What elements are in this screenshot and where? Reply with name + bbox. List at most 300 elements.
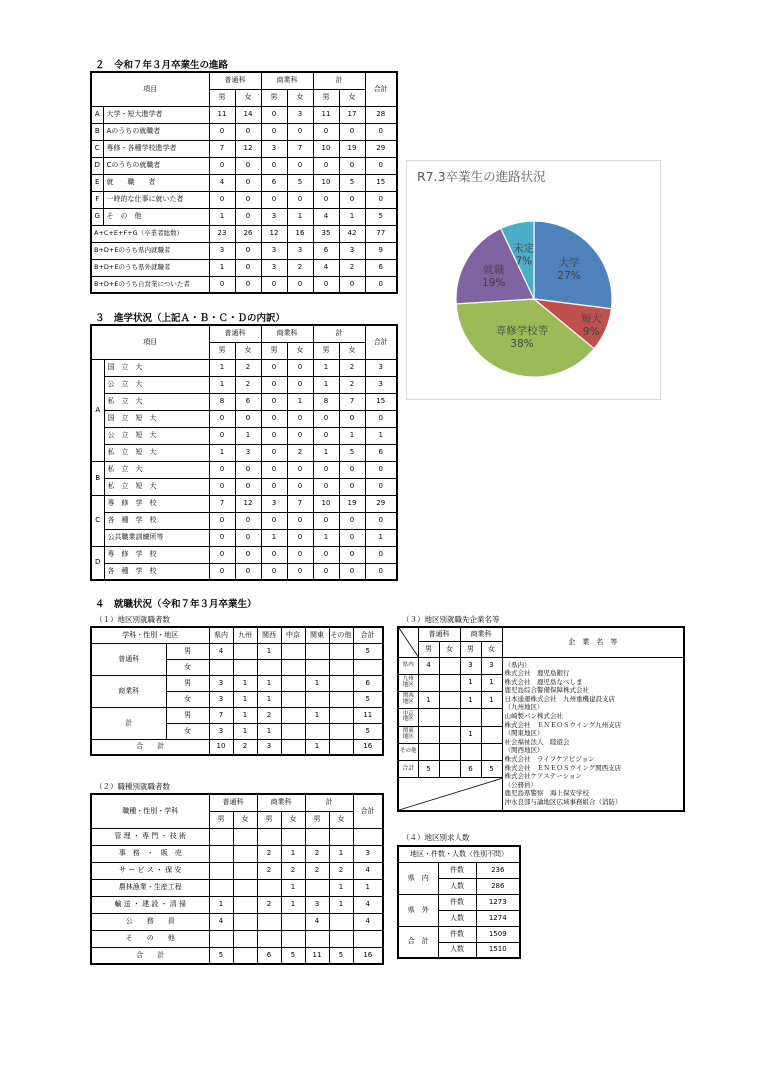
value-cell — [418, 674, 439, 691]
value-cell: 0 — [339, 478, 365, 495]
value-cell: 11 — [209, 106, 235, 123]
value-cell: 0 — [209, 563, 235, 580]
value-cell: 0 — [313, 478, 339, 495]
value-cell: 2 — [339, 259, 365, 276]
group-key: C — [91, 495, 104, 546]
value-cell: 0 — [209, 427, 235, 444]
value-cell: 10 — [313, 140, 339, 157]
value-cell: 0 — [209, 410, 235, 427]
value-cell: 4 — [305, 913, 329, 930]
sex-label: 女 — [166, 659, 209, 675]
row-label: 大学・短大進学者 — [103, 106, 209, 123]
table-row — [91, 643, 383, 659]
value-cell: 0 — [339, 191, 365, 208]
value-cell: 6 — [365, 259, 397, 276]
sex-label: 男 — [166, 643, 209, 659]
table-row — [91, 276, 397, 293]
value-cell: 0 — [261, 478, 287, 495]
value-cell: 0 — [261, 393, 287, 410]
value-cell: 6 — [460, 761, 481, 778]
value-cell: 0 — [287, 410, 313, 427]
row-label: 私 立 大 — [104, 461, 209, 478]
header-male: 男 — [261, 89, 287, 106]
row-label: 事 務 ・ 販 売 — [91, 845, 209, 862]
value-cell: 7 — [209, 707, 233, 723]
value-cell: 0 — [287, 157, 313, 174]
value-cell: 1 — [329, 896, 353, 913]
value-cell: 2 — [339, 376, 365, 393]
value-cell: 4 — [418, 657, 439, 674]
value-cell: 0 — [209, 157, 235, 174]
header-male: 男 — [261, 342, 287, 359]
row-label: 公 立 大 — [104, 376, 209, 393]
sex-label: 男 — [166, 707, 209, 723]
value-cell — [233, 828, 257, 845]
value-cell: 0 — [209, 461, 235, 478]
value-cell: 7 — [287, 140, 313, 157]
value-cell: 5 — [339, 444, 365, 461]
header-cell: 九州 — [233, 627, 257, 643]
value-cell: 10 — [209, 739, 233, 755]
value-cell: 1 — [313, 376, 339, 393]
table-row — [91, 157, 397, 174]
row-label: B+D+Eのうち自営業についた者 — [91, 276, 209, 293]
value-cell: 19 — [339, 495, 365, 512]
value-cell — [233, 930, 257, 947]
value-cell — [329, 643, 353, 659]
value-cell: 3 — [235, 444, 261, 461]
value-cell: 0 — [261, 157, 287, 174]
value-cell: 0 — [235, 563, 261, 580]
value-cell: 5 — [418, 761, 439, 778]
value-cell: 4 — [313, 259, 339, 276]
value-cell: 11 — [305, 947, 329, 964]
value-cell — [209, 879, 233, 896]
value-cell: 1 — [481, 674, 502, 691]
value-cell: 5 — [209, 947, 233, 964]
row-label: 国 立 大 — [104, 359, 209, 376]
slice-value-label: 9% — [582, 325, 600, 338]
value-cell — [329, 828, 353, 845]
group-label: 合 計 — [398, 926, 438, 958]
value-cell — [257, 828, 281, 845]
value-cell: 0 — [339, 461, 365, 478]
value-cell — [329, 675, 353, 691]
value-cell: 0 — [287, 461, 313, 478]
value-cell — [353, 828, 383, 845]
row-key: B — [91, 123, 103, 140]
table-row — [91, 529, 397, 546]
value-cell: 4 — [209, 913, 233, 930]
value-cell — [460, 743, 481, 760]
kind-label: 件数 — [438, 926, 476, 942]
header-cell: 合計 — [353, 627, 383, 643]
value-cell — [481, 743, 502, 760]
value-cell: 4 — [353, 862, 383, 879]
value-cell: 0 — [339, 529, 365, 546]
value-cell: 0 — [339, 123, 365, 140]
value-cell: 0 — [287, 376, 313, 393]
value-cell: 0 — [261, 191, 287, 208]
row-label: 国 立 短 大 — [104, 410, 209, 427]
value-cell: 0 — [209, 546, 235, 563]
group-label: 県 内 — [398, 862, 438, 894]
value-cell: 1 — [281, 845, 305, 862]
value-cell: 1 — [235, 427, 261, 444]
value-cell: 3 — [287, 106, 313, 123]
row-label: 輸 送 ・ 建 設 ・ 清 掃 — [91, 896, 209, 913]
header-male: 男 — [209, 811, 233, 828]
row-key: F — [91, 191, 103, 208]
value-cell: 0 — [209, 529, 235, 546]
value-cell — [233, 896, 257, 913]
row-label: サ ー ビ ス ・ 保 安 — [91, 862, 209, 879]
value-cell: 1 — [233, 723, 257, 739]
header-female: 女 — [235, 89, 261, 106]
job-openings-table — [397, 845, 521, 959]
value-cell: 9 — [365, 242, 397, 259]
value-cell: 5 — [339, 174, 365, 191]
table-row — [91, 862, 383, 879]
value-cell: 286 — [476, 878, 520, 894]
chart-title: R7.3卒業生の進路状況 — [417, 169, 546, 184]
value-cell: 1 — [460, 674, 481, 691]
table-row — [91, 427, 397, 444]
value-cell: 1 — [281, 896, 305, 913]
value-cell: 0 — [365, 512, 397, 529]
value-cell: 1 — [339, 208, 365, 225]
area-label: 関東 地区 — [398, 726, 418, 743]
value-cell: 1 — [209, 359, 235, 376]
value-cell — [233, 845, 257, 862]
value-cell: 5 — [353, 723, 383, 739]
header-male: 男 — [305, 811, 329, 828]
value-cell: 0 — [235, 461, 261, 478]
kind-label: 人数 — [438, 910, 476, 926]
value-cell: 1273 — [476, 894, 520, 910]
value-cell: 0 — [313, 191, 339, 208]
table-row — [91, 478, 397, 495]
value-cell — [329, 930, 353, 947]
value-cell: 1 — [233, 675, 257, 691]
value-cell: 1 — [209, 896, 233, 913]
value-cell — [257, 913, 281, 930]
slice-value-label: 38% — [510, 338, 534, 351]
value-cell: 0 — [261, 123, 287, 140]
value-cell: 1274 — [476, 910, 520, 926]
table-row — [398, 862, 520, 878]
value-cell: 0 — [287, 529, 313, 546]
table-row — [91, 393, 397, 410]
value-cell: 3 — [365, 376, 397, 393]
value-cell: 3 — [261, 140, 287, 157]
table-row — [91, 512, 397, 529]
header-male: 男 — [209, 342, 235, 359]
value-cell — [481, 709, 502, 726]
header-female: 女 — [281, 811, 305, 828]
header-total: 合計 — [365, 72, 397, 106]
value-cell: 35 — [313, 225, 339, 242]
value-cell: 0 — [261, 276, 287, 293]
row-key: D — [91, 157, 103, 174]
value-cell — [209, 930, 233, 947]
kind-label: 人数 — [438, 942, 476, 958]
header-kei: 計 — [305, 794, 353, 811]
value-cell: 6 — [235, 393, 261, 410]
value-cell: 3 — [261, 242, 287, 259]
value-cell: 0 — [235, 276, 261, 293]
value-cell — [281, 659, 305, 675]
area-label: 関西 地区 — [398, 692, 418, 709]
kind-label: 件数 — [438, 894, 476, 910]
value-cell — [329, 707, 353, 723]
value-cell: 1 — [257, 723, 281, 739]
value-cell: 1 — [339, 427, 365, 444]
slice-category-label: 大学 — [558, 257, 580, 270]
value-cell: 7 — [287, 495, 313, 512]
value-cell: 6 — [261, 174, 287, 191]
header-total: 合計 — [353, 794, 383, 828]
header-female: 女 — [481, 641, 502, 657]
slice-value-label: 27% — [557, 270, 581, 283]
value-cell: 2 — [305, 845, 329, 862]
area-label: その他 — [398, 743, 418, 760]
value-cell: 7 — [339, 393, 365, 410]
value-cell: 0 — [209, 512, 235, 529]
value-cell: 2 — [287, 259, 313, 276]
slice-value-label: 19% — [482, 277, 506, 290]
group-label: 県 外 — [398, 894, 438, 926]
value-cell — [353, 930, 383, 947]
value-cell: 0 — [313, 276, 339, 293]
header-female: 女 — [233, 811, 257, 828]
value-cell: 0 — [287, 359, 313, 376]
value-cell: 16 — [353, 739, 383, 755]
value-cell: 0 — [287, 546, 313, 563]
value-cell: 1 — [353, 879, 383, 896]
value-cell: 0 — [261, 563, 287, 580]
value-cell — [353, 659, 383, 675]
value-cell: 15 — [365, 393, 397, 410]
value-cell: 0 — [313, 512, 339, 529]
value-cell: 1 — [257, 675, 281, 691]
header-male: 男 — [209, 89, 235, 106]
value-cell — [439, 674, 460, 691]
value-cell: 0 — [287, 512, 313, 529]
value-cell — [439, 743, 460, 760]
value-cell: 0 — [365, 461, 397, 478]
pie-svg — [407, 161, 660, 399]
header-futsuka: 普通科 — [209, 794, 257, 811]
sex-label: 男 — [166, 675, 209, 691]
value-cell: 0 — [261, 427, 287, 444]
value-cell — [439, 726, 460, 743]
table-row — [91, 259, 397, 276]
value-cell: 1 — [481, 692, 502, 709]
row-key: C — [91, 140, 103, 157]
table-row — [91, 225, 397, 242]
diagonal-cell — [398, 627, 418, 657]
value-cell: 11 — [313, 106, 339, 123]
value-cell: 4 — [209, 643, 233, 659]
row-label: 私 立 短 大 — [104, 444, 209, 461]
value-cell — [233, 659, 257, 675]
value-cell: 5 — [353, 691, 383, 707]
value-cell: 2 — [339, 359, 365, 376]
value-cell: 29 — [365, 495, 397, 512]
value-cell: 3 — [481, 657, 502, 674]
value-cell — [305, 691, 329, 707]
value-cell — [439, 657, 460, 674]
table-row — [91, 930, 383, 947]
value-cell: 4 — [209, 174, 235, 191]
row-label: 公共職業訓練所等 — [104, 529, 209, 546]
value-cell — [281, 913, 305, 930]
row-label: 一時的な仕事に就いた者 — [103, 191, 209, 208]
header-cell: その他 — [329, 627, 353, 643]
value-cell: 8 — [209, 393, 235, 410]
value-cell: 3 — [353, 845, 383, 862]
total-row — [91, 739, 383, 755]
value-cell: 1 — [287, 393, 313, 410]
value-cell — [281, 828, 305, 845]
header-female: 女 — [339, 342, 365, 359]
value-cell — [281, 707, 305, 723]
group-label: 計 — [91, 707, 166, 739]
value-cell: 0 — [339, 157, 365, 174]
row-label: 専 修 学 校 — [104, 546, 209, 563]
value-cell: 5 — [353, 643, 383, 659]
value-cell: 23 — [209, 225, 235, 242]
header-cell: 関西 — [257, 627, 281, 643]
pie-chart — [406, 160, 661, 400]
value-cell: 3 — [257, 739, 281, 755]
value-cell: 1 — [329, 845, 353, 862]
slice-category-label: 短大 — [580, 312, 602, 325]
t4-title: （４）地区別求人数 — [402, 833, 470, 842]
value-cell: 3 — [261, 495, 287, 512]
value-cell: 0 — [235, 242, 261, 259]
header-female: 女 — [235, 342, 261, 359]
value-cell: 0 — [339, 546, 365, 563]
row-label: 私 立 大 — [104, 393, 209, 410]
region-table — [90, 626, 384, 756]
total-label: 合 計 — [91, 739, 209, 755]
value-cell: 0 — [287, 123, 313, 140]
sex-label: 女 — [166, 723, 209, 739]
value-cell: 1 — [233, 707, 257, 723]
value-cell: 19 — [339, 140, 365, 157]
enrollment-table — [90, 324, 398, 581]
value-cell: 1 — [209, 376, 235, 393]
total-row — [91, 947, 383, 964]
value-cell: 1 — [313, 359, 339, 376]
kind-label: 件数 — [438, 862, 476, 878]
value-cell: 6 — [313, 242, 339, 259]
table-row — [91, 174, 397, 191]
value-cell — [209, 659, 233, 675]
row-label: 専修・各種学校進学者 — [103, 140, 209, 157]
value-cell: 0 — [287, 427, 313, 444]
value-cell: 16 — [353, 947, 383, 964]
value-cell: 1 — [209, 259, 235, 276]
value-cell — [281, 739, 305, 755]
value-cell: 0 — [235, 259, 261, 276]
value-cell: 2 — [235, 376, 261, 393]
value-cell — [439, 761, 460, 778]
value-cell: 14 — [235, 106, 261, 123]
value-cell: 0 — [313, 410, 339, 427]
header-cell: 学科・性別・地区 — [91, 627, 209, 643]
value-cell: 1 — [365, 427, 397, 444]
table-row — [91, 546, 397, 563]
header-male: 男 — [313, 342, 339, 359]
company-table — [397, 626, 685, 812]
value-cell: 0 — [339, 276, 365, 293]
value-cell: 2 — [257, 862, 281, 879]
table-row — [398, 926, 520, 942]
row-label: Cのうちの就職者 — [103, 157, 209, 174]
value-cell — [233, 879, 257, 896]
value-cell: 0 — [261, 376, 287, 393]
value-cell: 1 — [261, 529, 287, 546]
value-cell: 0 — [365, 563, 397, 580]
value-cell: 0 — [235, 208, 261, 225]
row-label: B+D+Eのうち県外就職者 — [91, 259, 209, 276]
value-cell: 0 — [287, 276, 313, 293]
value-cell: 5 — [365, 208, 397, 225]
value-cell: 4 — [353, 913, 383, 930]
slice-value-label: 7% — [515, 255, 533, 268]
value-cell: 0 — [287, 563, 313, 580]
header-male: 男 — [257, 811, 281, 828]
value-cell — [305, 723, 329, 739]
value-cell: 1510 — [476, 942, 520, 958]
t4-header: 地区・件数・人数（性別不問） — [398, 846, 520, 862]
value-cell: 2 — [257, 896, 281, 913]
value-cell — [209, 828, 233, 845]
header-male: 男 — [460, 641, 481, 657]
value-cell: 3 — [365, 359, 397, 376]
value-cell: 1 — [209, 208, 235, 225]
value-cell: 6 — [257, 947, 281, 964]
value-cell: 2 — [257, 845, 281, 862]
row-key: G — [91, 208, 103, 225]
value-cell: 4 — [353, 896, 383, 913]
value-cell: 28 — [365, 106, 397, 123]
header-company: 企 業 名 等 — [502, 627, 684, 657]
section-3-title: ３ 進学状況（上記Ａ・Ｂ・Ｃ・Ｄの内訳） — [95, 313, 286, 324]
value-cell: 0 — [313, 563, 339, 580]
row-label: Aのうちの就職者 — [103, 123, 209, 140]
value-cell: 0 — [235, 157, 261, 174]
value-cell: 12 — [261, 225, 287, 242]
value-cell: 2 — [281, 862, 305, 879]
value-cell: 0 — [235, 191, 261, 208]
value-cell: 1509 — [476, 926, 520, 942]
value-cell — [418, 726, 439, 743]
diagonal-line — [399, 778, 502, 810]
row-label: 管 理 ・ 専 門 ・ 技 術 — [91, 828, 209, 845]
header-cell: 中京 — [281, 627, 305, 643]
header-shogyoka: 商業科 — [261, 72, 313, 89]
value-cell: 11 — [353, 707, 383, 723]
value-cell: 5 — [287, 174, 313, 191]
header-shogyoka: 商業科 — [460, 627, 502, 641]
header-item: 職種・性別・学科 — [91, 794, 209, 828]
total-label: 合 計 — [91, 947, 209, 964]
value-cell: 0 — [339, 512, 365, 529]
